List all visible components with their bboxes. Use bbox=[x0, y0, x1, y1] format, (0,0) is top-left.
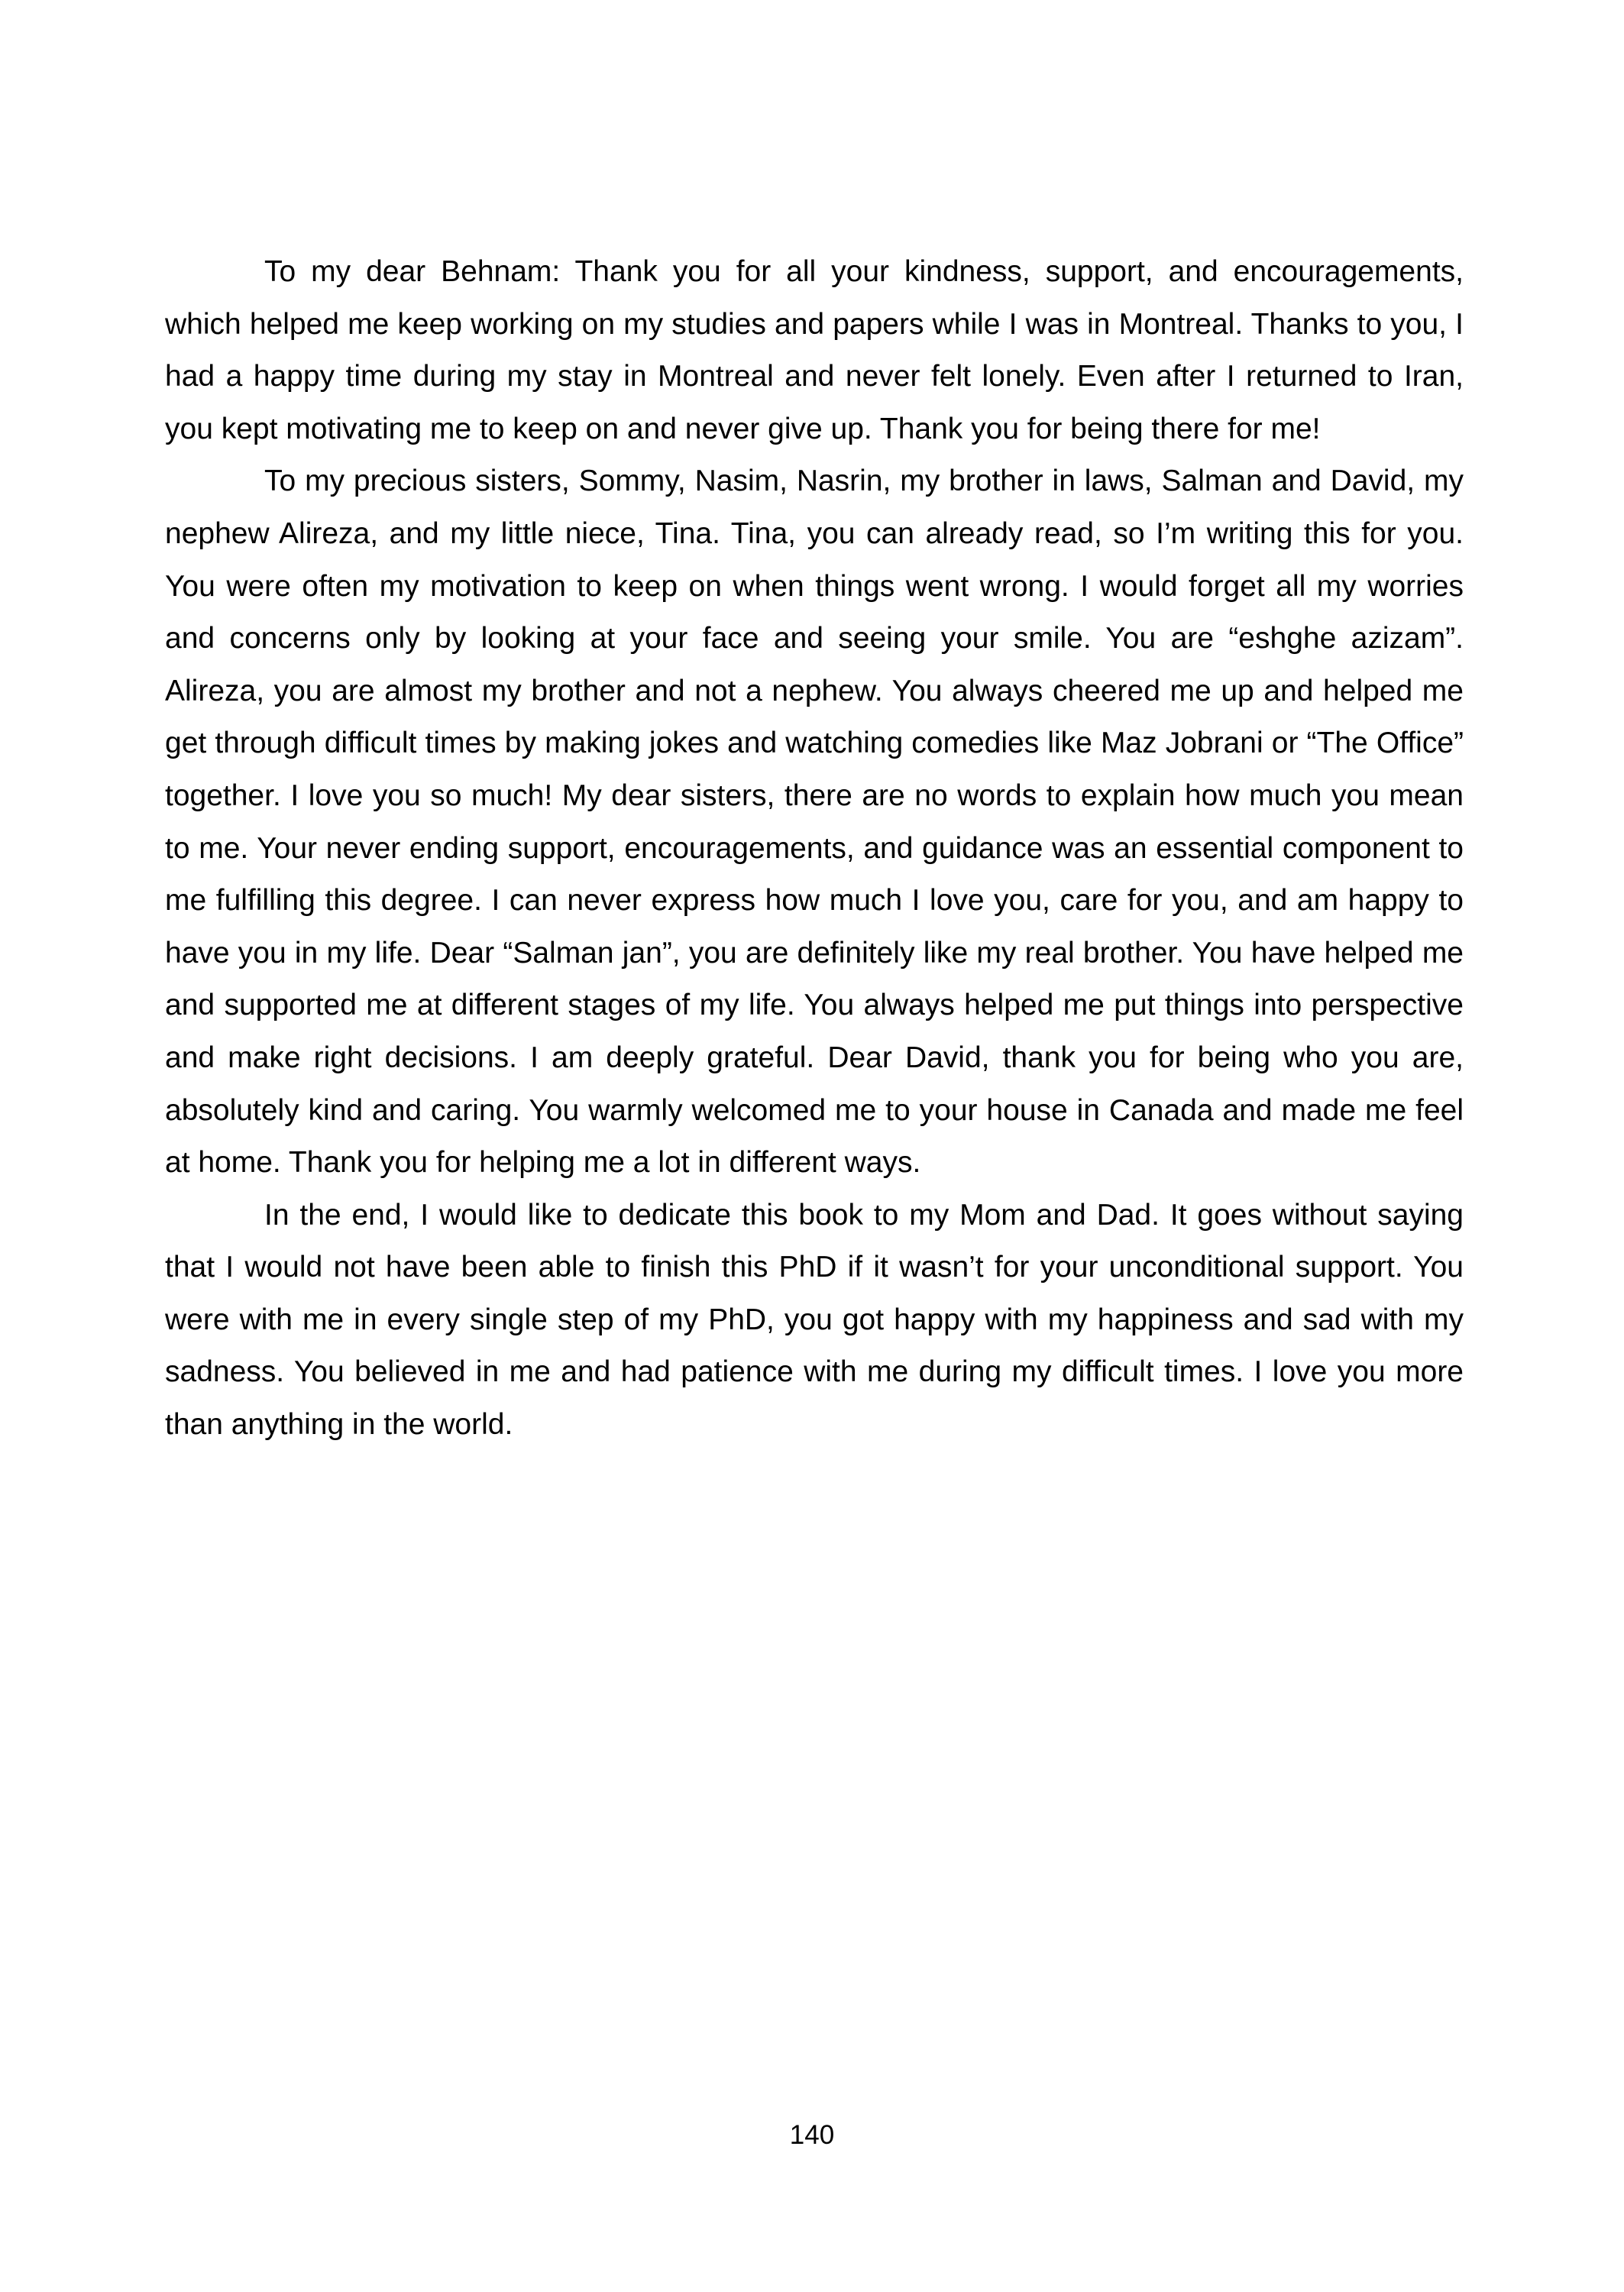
paragraph-behnam: To my dear Behnam: Thank you for all your kindness, support, and encouragements, which helped me keep working on my studies and papers while I was in Montreal. Thanks to you, I had a happy time during my stay in Montreal and never felt lonely. Even after I returned to Iran, you kept motivating me to keep on and never give up. Thank you for being there for me! bbox=[165, 255, 1464, 445]
paragraph-parents: In the end, I would like to dedicate this book to my Mom and Dad. It goes without saying that I would not have been able to finish this PhD if it wasn’t for your unconditional support. You were with me in every single step of my PhD, you got happy with my happiness and sad with my sadness. You believed in me and had patience with me during my difficult times. I love you more than anything in the world. bbox=[165, 1198, 1464, 1442]
page-number: 140 bbox=[789, 2120, 835, 2150]
body-text bbox=[165, 246, 1464, 1452]
paragraph-family: To my precious sisters, Sommy, Nasim, Nasrin, my brother in laws, Salman and David, my nephew Alireza, and my little niece, Tina. Tina, you can already read, so I’m writing this for you. You were often my motivation to keep on when things went wrong. I would forget all my worries and concerns only by looking at your face and seeing your smile. You are “eshghe azizam”. Alireza, you are almost my brother and not a nephew. You always cheered me up and helped me get through difficult times by making jokes and watching comedies like Maz Jobrani or “The Office” together. I love you so much! My dear sisters, there are no words to explain how much you mean to me. Your never ending support, encouragements, and guidance was an essential component to me fulfilling this degree. I can never express how much I love you, care for you, and am happy to have you in my life. Dear “Salman jan”, you are definitely like my real brother. You have helped me and supported me at different stages of my life. You always helped me put things into perspective and make right decisions. I am deeply grateful. Dear David, thank you for being who you are, absolutely kind and caring. You warmly welcomed me to your house in Canada and made me feel at home. Thank you for helping me a lot in different ways. bbox=[165, 465, 1464, 1180]
